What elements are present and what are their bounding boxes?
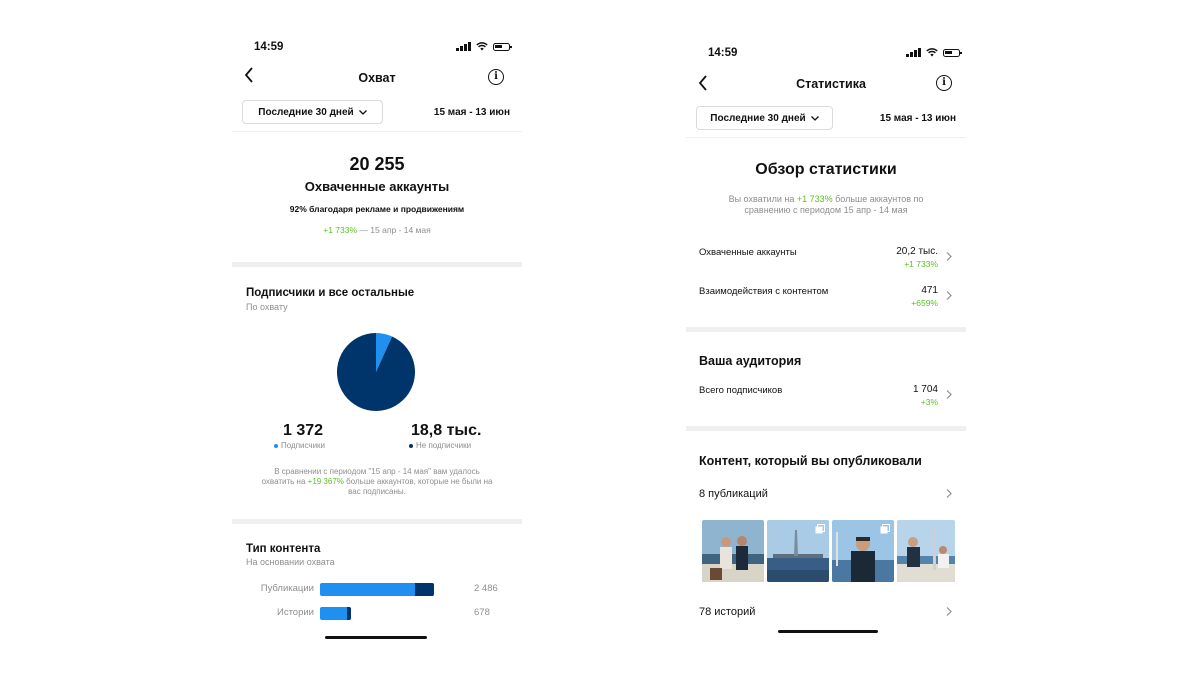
bar-label: Публикации: [260, 583, 314, 594]
post-thumbnail[interactable]: [897, 520, 955, 582]
wifi-icon: [476, 42, 488, 51]
section-separator: [686, 426, 966, 431]
metric-label: Взаимодействия с контентом: [699, 286, 829, 297]
pie-slice-nonfollowers: [337, 333, 415, 411]
compare-line-2a: охватить на: [261, 477, 308, 486]
followers-section-subtitle: По охвату: [246, 302, 288, 312]
section-separator: [686, 327, 966, 332]
reach-title: Охваченные аккаунты: [304, 179, 450, 194]
left-screen-reach: [232, 0, 522, 675]
metric-value: 20,2 тыс.: [896, 246, 938, 257]
info-icon[interactable]: i: [488, 69, 504, 85]
bar-posts: [320, 583, 434, 596]
bar-fill-Публикации: [320, 583, 434, 596]
reach-delta-period: — 15 апр - 14 мая: [357, 225, 431, 235]
overview-line-1a: Вы охватили на: [728, 194, 797, 204]
divider: [232, 131, 522, 132]
period-label: Последние 30 дней: [258, 106, 354, 118]
status-icons: [906, 48, 960, 57]
chevron-right-icon: [946, 252, 952, 261]
signal-icon: [906, 48, 921, 57]
followers-stat: [274, 422, 374, 450]
home-indicator[interactable]: [325, 636, 427, 639]
overview-line-1b: больше аккаунтов по: [832, 194, 924, 204]
info-icon[interactable]: i: [936, 75, 952, 91]
metric-delta: +1 733%: [904, 259, 938, 269]
divider: [686, 137, 966, 138]
chevron-right-icon: [946, 390, 952, 399]
reach-delta-line: [232, 225, 522, 235]
date-range: 15 мая - 13 июн: [879, 113, 956, 124]
bar-fill-Истории: [320, 607, 351, 620]
posts-label: 8 публикаций: [699, 488, 768, 500]
post-thumbnail[interactable]: [832, 520, 894, 582]
page-title: Охват: [358, 71, 396, 85]
stories-label: 78 историй: [699, 606, 756, 618]
compare-delta: +19 367%: [307, 477, 344, 486]
post-thumbnail[interactable]: [702, 520, 764, 582]
content-type-subtitle: На основании охвата: [246, 557, 335, 567]
wifi-icon: [926, 48, 938, 57]
followers-value: 1 372: [283, 422, 324, 439]
audience-value: 1 704: [912, 384, 938, 395]
audience-row[interactable]: [686, 378, 966, 408]
published-title: Контент, который вы опубликовали: [699, 454, 922, 468]
period-dropdown[interactable]: [242, 100, 383, 124]
status-time: 14:59: [254, 41, 284, 53]
compare-line-1: В сравнении с периодом "15 апр - 14 мая" вам удалось: [274, 467, 480, 476]
bar-stories: [320, 607, 434, 620]
home-indicator[interactable]: [778, 630, 878, 633]
followers-section-title: Подписчики и все остальные: [246, 287, 415, 299]
bar-fill-secondary: [347, 607, 351, 620]
nonfollowers-label: Не подписчики: [416, 441, 472, 450]
posts-row[interactable]: [686, 482, 966, 506]
compare-line-3: вас подписаны.: [348, 487, 406, 496]
metric-row-reach[interactable]: [686, 240, 966, 270]
battery-icon: [493, 43, 510, 51]
followers-compare-text: [232, 467, 522, 497]
followers-pie-chart: [336, 332, 416, 412]
section-separator: [232, 519, 522, 524]
multi-photo-icon: [880, 524, 890, 534]
content-type-title: Тип контента: [246, 543, 321, 555]
ads-note: 92% благодаря рекламе и продвижениям: [289, 204, 465, 214]
date-range: 15 мая - 13 июн: [433, 107, 510, 118]
metric-value: 471: [921, 285, 938, 296]
dropdown-chevron-icon: [359, 110, 367, 115]
overview-delta: +1 733%: [796, 194, 833, 204]
right-screen-insights: [686, 0, 976, 675]
reach-count: 20 255: [349, 154, 405, 174]
bar-value: 2 486: [474, 583, 498, 594]
signal-icon: [456, 42, 471, 51]
battery-icon: [943, 49, 960, 57]
metric-label: Охваченные аккаунты: [699, 247, 797, 258]
period-label: Последние 30 дней: [710, 112, 806, 124]
period-dropdown[interactable]: [696, 106, 833, 130]
dropdown-chevron-icon: [811, 116, 819, 121]
compare-line-2b: больше аккаунтов, которые не были на: [343, 477, 493, 486]
audience-label: Всего подписчиков: [699, 385, 783, 396]
bar-fill-secondary: [415, 583, 434, 596]
chevron-right-icon: [946, 607, 952, 616]
chevron-right-icon: [946, 489, 952, 498]
audience-delta: +3%: [920, 397, 938, 407]
followers-label: Подписчики: [281, 441, 326, 450]
nonfollowers-stat: [409, 422, 509, 450]
overview-text: [686, 194, 966, 216]
nonfollowers-value: 18,8 тыс.: [411, 422, 482, 439]
nonfollowers-legend-dot: [409, 444, 413, 448]
section-separator: [232, 262, 522, 267]
overview-title: Обзор статистики: [755, 161, 897, 178]
compare-line-2: [232, 477, 522, 487]
multi-photo-icon: [815, 524, 825, 534]
bar-label: Истории: [276, 607, 314, 618]
audience-title: Ваша аудитория: [699, 354, 802, 368]
reach-delta: +1 733%: [323, 225, 358, 235]
page-title: Статистика: [796, 77, 866, 91]
status-icons: [456, 42, 510, 51]
overview-line-2: сравнению с периодом 15 апр - 14 мая: [744, 205, 908, 215]
followers-legend-dot: [274, 444, 278, 448]
chevron-right-icon: [946, 291, 952, 300]
status-time: 14:59: [708, 47, 738, 59]
overview-line-1: [686, 194, 966, 205]
bar-value: 678: [474, 607, 490, 618]
metric-delta: +659%: [911, 298, 938, 308]
stories-row[interactable]: [686, 600, 966, 624]
post-thumbnail[interactable]: [767, 520, 829, 582]
metric-row-interactions[interactable]: [686, 279, 966, 309]
